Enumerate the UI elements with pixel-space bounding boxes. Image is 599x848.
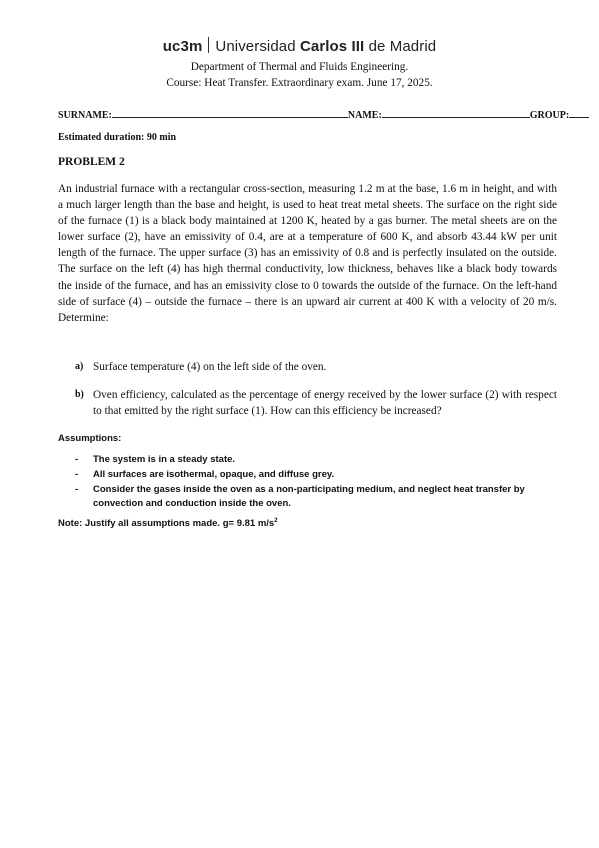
bullet-dash: - <box>75 454 79 465</box>
question-text: Surface temperature (4) on the left side of the oven. <box>93 361 327 373</box>
university-logo <box>0 37 599 55</box>
assumptions-heading: Assumptions: <box>58 433 122 444</box>
university-name-strong: Carlos III <box>299 38 365 55</box>
group-label: GROUP: <box>529 110 570 121</box>
surname-label: SURNAME: <box>58 110 112 121</box>
assumption-text: All surfaces are isothermal, opaque, and diffuse grey. <box>93 469 335 480</box>
brand-text: uc3m <box>162 38 203 55</box>
student-fields <box>58 108 570 121</box>
problem-statement: An industrial furnace with a rectangular cross-section, measuring 1.2 m at the base, 1.6 m in height, and with a much larger length than the base and height, is used to heat treat metal sheets. The surface on the right side of the furnace (1) is a black body maintained at 1200 K, heated by a gas burner. The metal sheets are on the lower surface (2), have an emissivity of 0.4, are at a temperature of 600 K, and absorb 43.44 kW per unit length of the furnace. The upper surface (3) has an emissivity of 0.8 and is perfectly insulated on the outside. The surface on the left (4) has high thermal conductivity, low thickness, behaves like a black body towards the inside of the furnace, and has an emissivity close to 0 towards the outside of the furnace. On the left-hand side of surface (4) – outside the furnace – there is an upward air current at 400 K with a velocity of 20 m/s. Determine: <box>58 183 557 324</box>
assumption-text: The system is in a steady state. <box>93 454 236 465</box>
note-text: Note: Justify all assumptions made. g= 9.81 m/s <box>58 518 275 530</box>
name-line[interactable] <box>382 108 530 118</box>
logo-divider <box>208 37 209 53</box>
group-line[interactable] <box>569 108 589 118</box>
note-superscript: 2 <box>274 518 278 524</box>
problem-title: PROBLEM 2 <box>58 156 125 168</box>
question-text: Oven efficiency, calculated as the percentage of energy received by the lower surface (2) with respect to that emitted by the right surface (1). How can this efficiency be increased? <box>93 389 557 418</box>
bullet-dash: - <box>75 484 79 495</box>
name-label: NAME: <box>347 110 382 121</box>
assumption-text: Consider the gases inside the oven as a non-participating medium, and neglect heat transfer by convection and conduction inside the oven. <box>93 484 525 509</box>
question-label: b) <box>75 389 84 400</box>
estimated-duration: Estimated duration: 90 min <box>58 132 177 143</box>
department-line: Department of Thermal and Fluids Engineering. <box>190 61 409 73</box>
surname-line[interactable] <box>112 108 348 118</box>
course-line: Course: Heat Transfer. Extraordinary exam. June 17, 2025. <box>166 77 433 89</box>
university-name-pre: Universidad <box>215 38 300 55</box>
university-name-post: de Madrid <box>364 38 437 55</box>
note-line <box>58 518 278 529</box>
question-label: a) <box>75 361 84 372</box>
bullet-dash: - <box>75 469 79 480</box>
